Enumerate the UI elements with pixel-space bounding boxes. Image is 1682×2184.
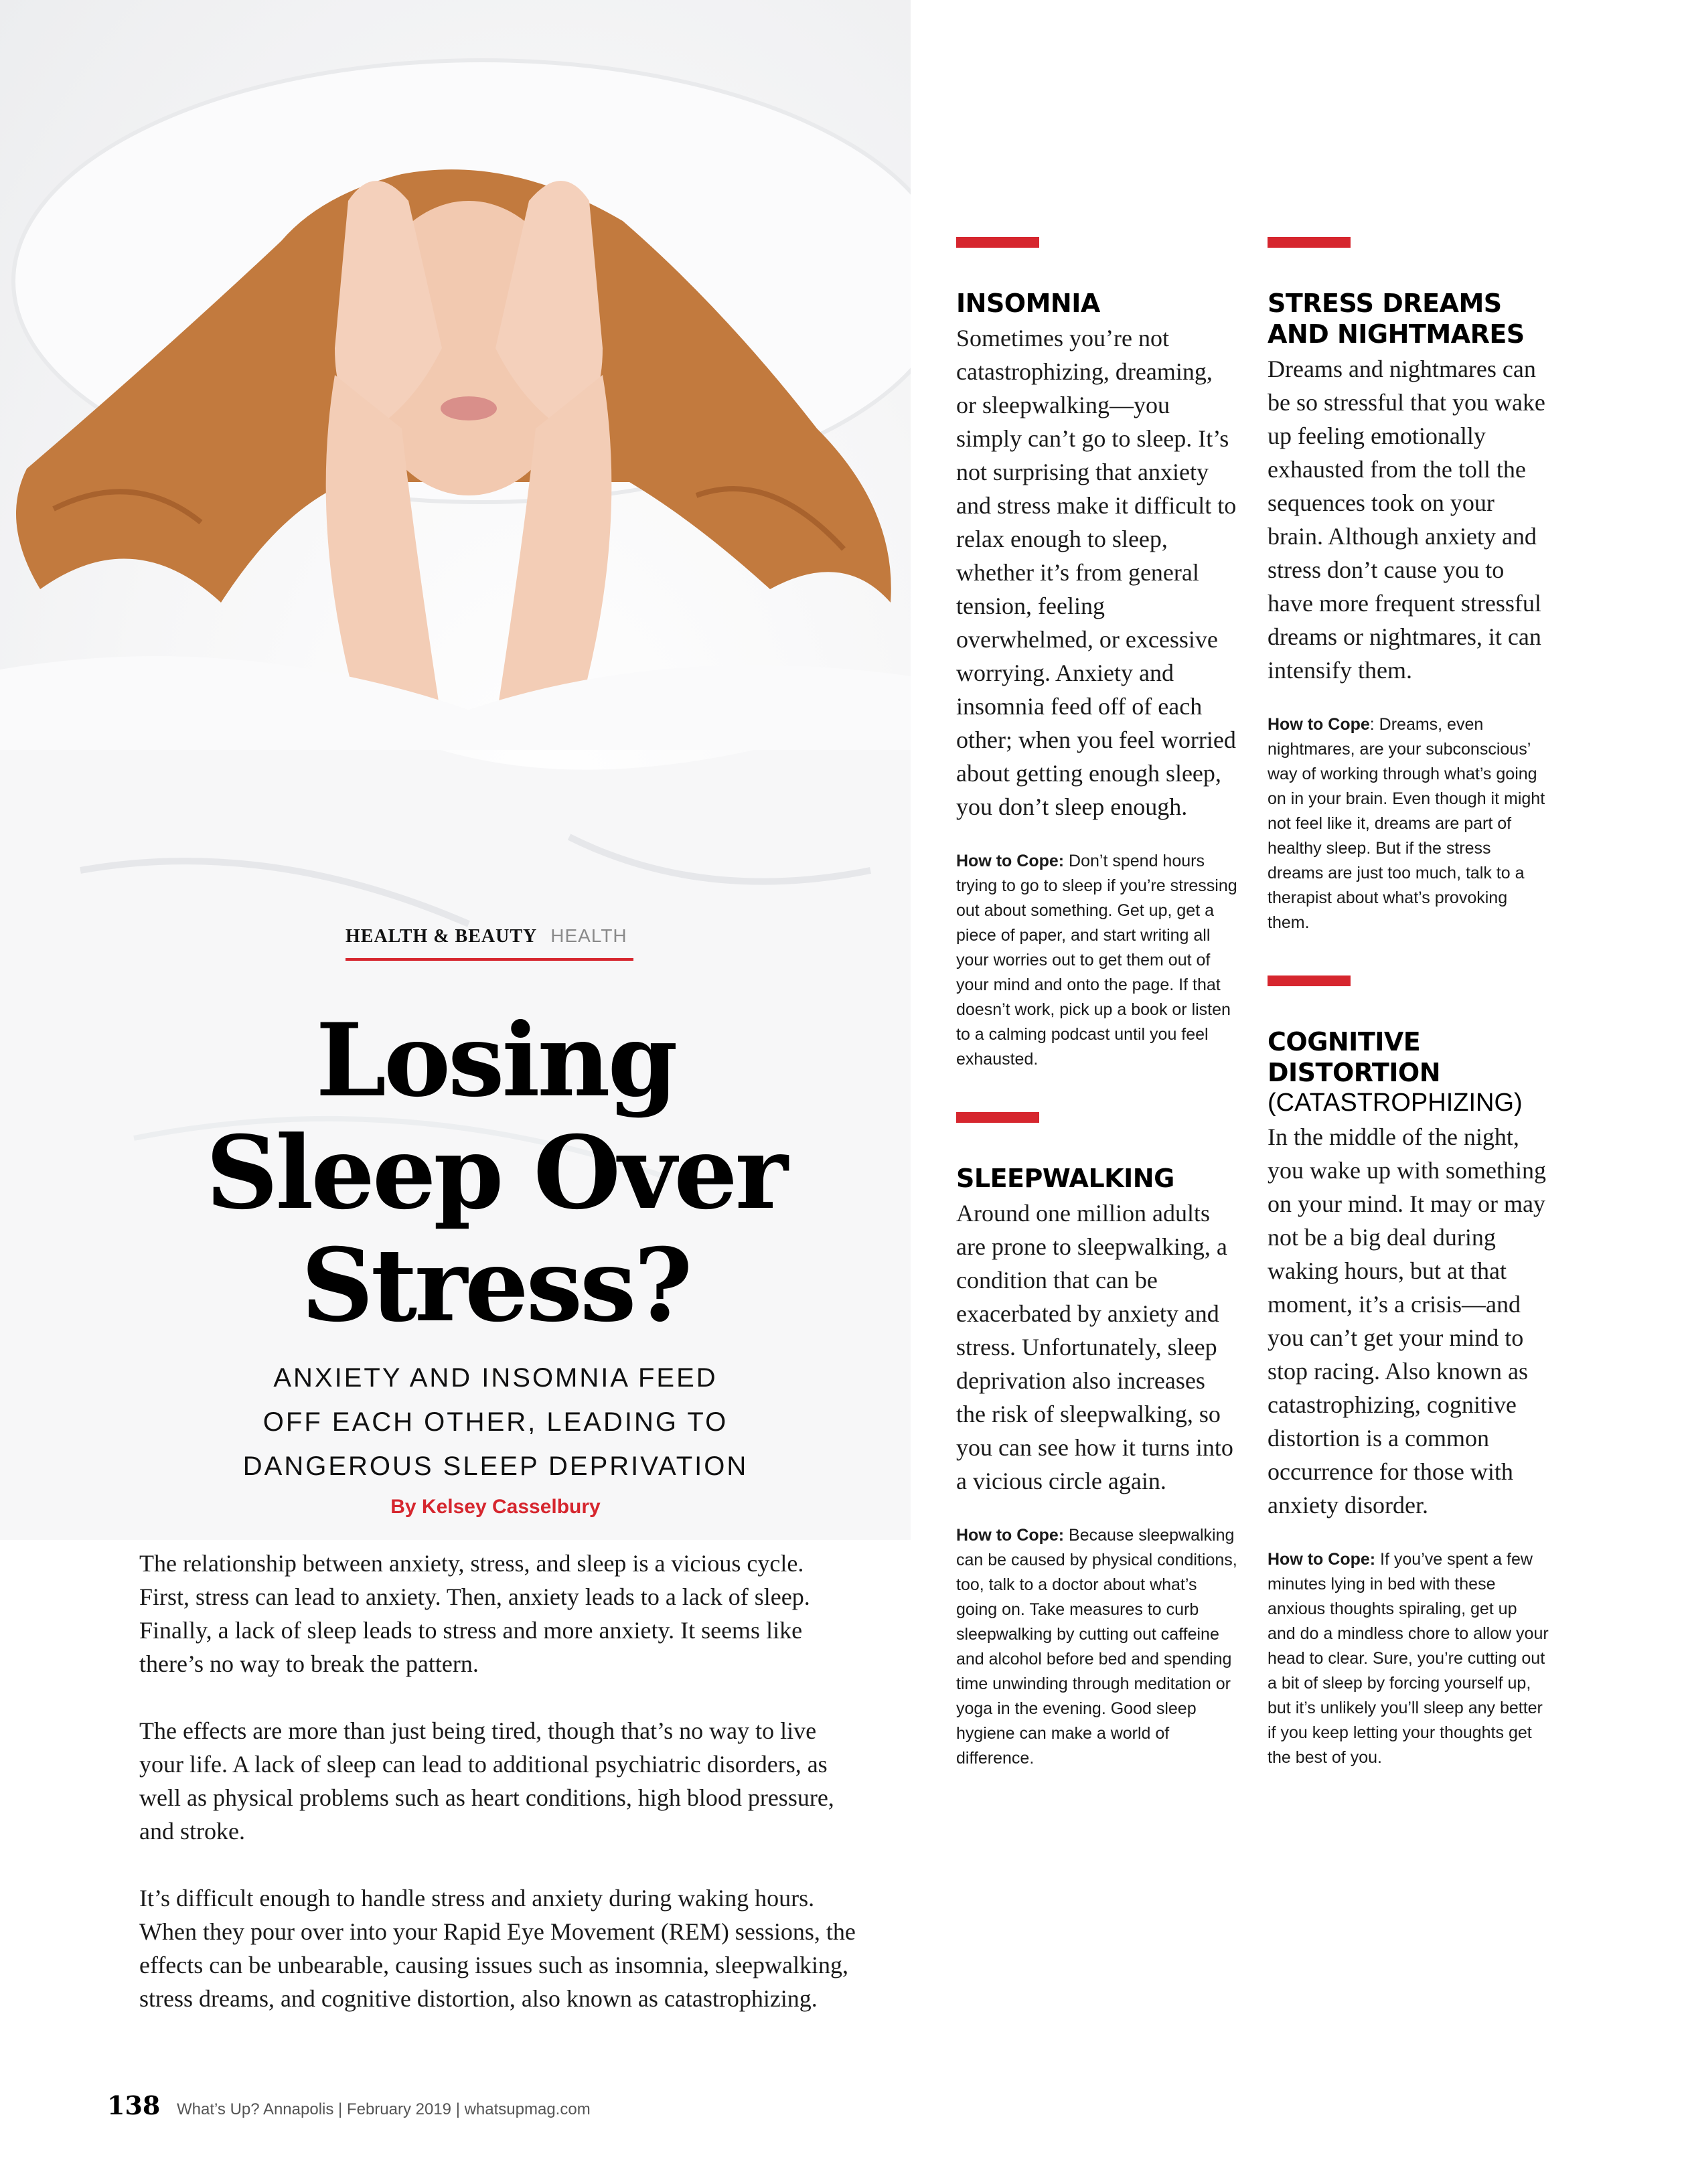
headline-line-1: Losing <box>315 1002 676 1119</box>
cope-text: Because sleepwalking can be caused by physical conditions, too, talk to a doctor about what’s going on. Take measures to curb sleepwalking by cutting out caffeine and alcohol before bed and spending time unwinding through meditation or yoga in the evening. Good sleep hygiene can make a world of difference. <box>956 1526 1237 1768</box>
section-body: Dreams and nightmares can be so stressful that you wake up feeling emotionally exhausted from the toll the sequences took on your brain. Although anxiety and stress don’t cause you to have more frequent stressful dreams or nightmares, it can intensify them. <box>1268 356 1545 684</box>
accent-bar <box>1268 237 1351 248</box>
byline: By Kelsey Casselbury <box>390 1496 601 1518</box>
cope-text: Don’t spend hours trying to go to sleep if you’re stressing out about something. Get up, get a piece of paper, and start writing all your worries out to get them out of your mind and onto the page. If that doesn’t work, pick up a book or listen to a calming podcast until you feel exhausted. <box>956 852 1237 1069</box>
headline <box>161 1004 830 1342</box>
how-to-cope <box>1268 1547 1549 1770</box>
section-body: Around one million adults are prone to sleepwalking, a condition that can be exacerbated by anxiety and stress. Unfortunately, sleep deprivation also increases the risk of sleepwalking, so you can see how it turns into a vicious circle again. <box>956 1200 1233 1494</box>
accent-bar <box>956 237 1039 248</box>
column-a <box>956 237 1237 1798</box>
section-body: Sometimes you’re not catastrophizing, dreaming, or sleepwalking—you simply can’t go to sleep. It’s not surprising that anxiety and stress make it difficult to relax enough to sleep, whether it’s from general tension, feeling overwhelmed, or excessive worrying. Anxiety and insomnia feed off of each other; when you feel worried about getting enough sleep, you don’t sleep enough. <box>956 325 1237 820</box>
intro-paragraph: It’s difficult enough to handle stress and anxiety during waking hours. When they pour over into your Rapid Eye Movement (REM) sessions, the effects can be unbearable, causing issues such as insomnia, sleepwalking, stress dreams, and cognitive distortion, also known as catastrophizing. <box>139 1885 856 2012</box>
column-b <box>1268 237 1549 1797</box>
section-subtitle: (CATASTROPHIZING) <box>1268 1089 1523 1117</box>
deck <box>194 1356 797 1488</box>
section-title: INSOMNIA <box>956 289 1100 318</box>
section-insomnia <box>956 237 1237 1072</box>
section-sleepwalking <box>956 1112 1237 1771</box>
headline-line-2: Sleep Over <box>206 1114 785 1232</box>
deck-line-1: ANXIETY AND INSOMNIA FEED <box>273 1363 718 1393</box>
how-to-cope <box>956 849 1237 1072</box>
cope-label: How to Cope: <box>956 852 1065 870</box>
deck-line-2: OFF EACH OTHER, LEADING TO <box>262 1407 729 1437</box>
section-stress-dreams <box>1268 237 1549 935</box>
intro-paragraph: The effects are more than just being tired, though that’s no way to live your life. A lack of sleep can lead to additional psychiatric disorders, as well as physical problems such as heart conditions, high blood pressure, and stroke. <box>139 1717 834 1845</box>
accent-bar <box>956 1112 1039 1123</box>
cope-label: How to Cope <box>1268 715 1370 734</box>
section-title: SLEEPWALKING <box>956 1164 1174 1193</box>
section-cognitive-distortion <box>1268 976 1549 1770</box>
accent-bar <box>1268 976 1351 986</box>
how-to-cope <box>956 1523 1237 1771</box>
cope-text: If you’ve spent a few minutes lying in bed with these anxious thoughts spiraling, get up and do a mindless chore to allow your head to clear. Sure, you’re cutting out a bit of sleep by forcing yourself up, but it’s unlikely you’ll sleep any better if you keep letting your thoughts get the best of you. <box>1268 1550 1549 1767</box>
section-title: COGNITIVE DISTORTION <box>1268 1027 1440 1087</box>
intro-text <box>139 1547 856 2049</box>
cope-text: : Dreams, even nightmares, are your subconscious’ way of working through what’s going on in your brain. Even though it might not feel like it, dreams are part of healthy sleep. But if the stress dreams are just too much, talk to a therapist about what’s provoking them. <box>1268 715 1545 932</box>
section-subcategory: HEALTH <box>550 925 627 946</box>
cope-label: How to Cope: <box>1268 1550 1376 1569</box>
cope-label: How to Cope: <box>956 1526 1065 1545</box>
page-footer <box>107 2090 591 2120</box>
deck-line-3: DANGEROUS SLEEP DEPRIVATION <box>242 1452 749 1481</box>
headline-line-3: Stress? <box>301 1227 690 1344</box>
footer-text: What’s Up? Annapolis | February 2019 | whatsupmag.com <box>177 2100 591 2118</box>
section-tag <box>346 925 633 961</box>
section-body: In the middle of the night, you wake up with something on your mind. It may or may not be a big deal during waking hours, but at that moment, it’s a crisis—and you can’t get your mind to stop racing. Also known as catastrophizing, cognitive distortion is a common occurrence for those with anxiety disorder. <box>1268 1123 1546 1518</box>
page-number: 138 <box>107 2090 161 2120</box>
section-title: STRESS DREAMS AND NIGHTMARES <box>1268 289 1525 349</box>
section-category: HEALTH & BEAUTY <box>346 926 538 947</box>
how-to-cope <box>1268 712 1549 935</box>
intro-paragraph: The relationship between anxiety, stress, and sleep is a vicious cycle. First, stress can lead to anxiety. Then, anxiety leads to a lack of sleep. Finally, a lack of sleep leads to stress and more anxiety. It seems like there’s no way to break the pattern. <box>139 1550 810 1677</box>
